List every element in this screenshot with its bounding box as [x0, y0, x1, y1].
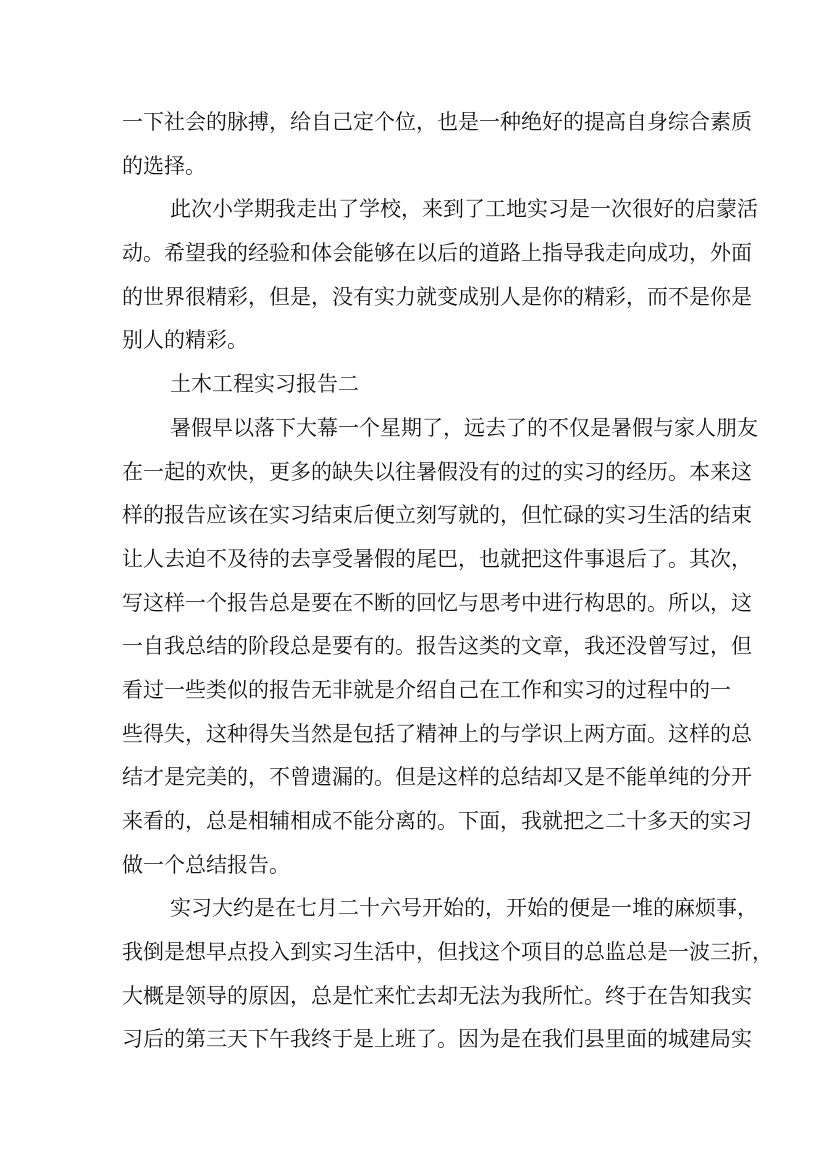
text-line: 暑假早以落下大幕一个星期了，远去了的不仅是暑假与家人朋友: [170, 415, 758, 440]
text-line: 看过一些类似的报告无非就是介绍自己在工作和实习的过程中的一: [122, 677, 731, 702]
text-line: 我倒是想早点投入到实习生活中，但找这个项目的总监总是一波三折，: [122, 940, 773, 965]
text-line: 动。希望我的经验和体会能够在以后的道路上指导我走向成功，外面: [122, 241, 752, 266]
text-line: 做一个总结报告。: [122, 852, 290, 877]
text-line: 在一起的欢快，更多的缺失以往暑假没有的过的实习的经历。本来这: [122, 459, 752, 484]
text-line: 一下社会的脉搏，给自己定个位，也是一种绝好的提高自身综合素质: [122, 110, 752, 134]
text-line: 让人去迫不及待的去享受暑假的尾巴，也就把这件事退后了。其次，: [122, 546, 752, 571]
document-page: [122, 101, 773, 1062]
text-line: 大概是领导的原因，总是忙来忙去却无法为我所忙。终于在告知我实: [122, 983, 752, 1008]
text-line: 些得失，这种得失当然是包括了精神上的与学识上两方面。这样的总: [122, 721, 752, 746]
text-line: 来看的，总是相辅相成不能分离的。下面，我就把之二十多天的实习: [122, 809, 752, 833]
text-line: 实习大约是在七月二十六号开始的，开始的便是一堆的麻烦事，: [170, 896, 758, 921]
text-line: 此次小学期我走出了学校，来到了工地实习是一次很好的启蒙活: [170, 197, 758, 222]
text-line: 别人的精彩。: [122, 328, 248, 353]
section-heading: 土木工程实习报告二: [170, 372, 359, 397]
text-line: 结才是完美的，不曾遗漏的。但是这样的总结却又是不能单纯的分开: [122, 765, 752, 790]
text-line: 习后的第三天下午我终于是上班了。因为是在我们县里面的城建局实: [122, 1027, 752, 1052]
text-line: 样的报告应该在实习结束后便立刻写就的，但忙碌的实习生活的结束: [122, 503, 752, 528]
text-line: 一自我总结的阶段总是要有的。报告这类的文章，我还没曾写过，但: [122, 634, 752, 659]
text-line: 的世界很精彩，但是，没有实力就变成别人是你的精彩，而不是你是: [122, 284, 752, 309]
text-line: 的选择。: [122, 153, 206, 178]
text-line: 写这样一个报告总是要在不断的回忆与思考中进行构思的。所以，这: [122, 590, 752, 615]
